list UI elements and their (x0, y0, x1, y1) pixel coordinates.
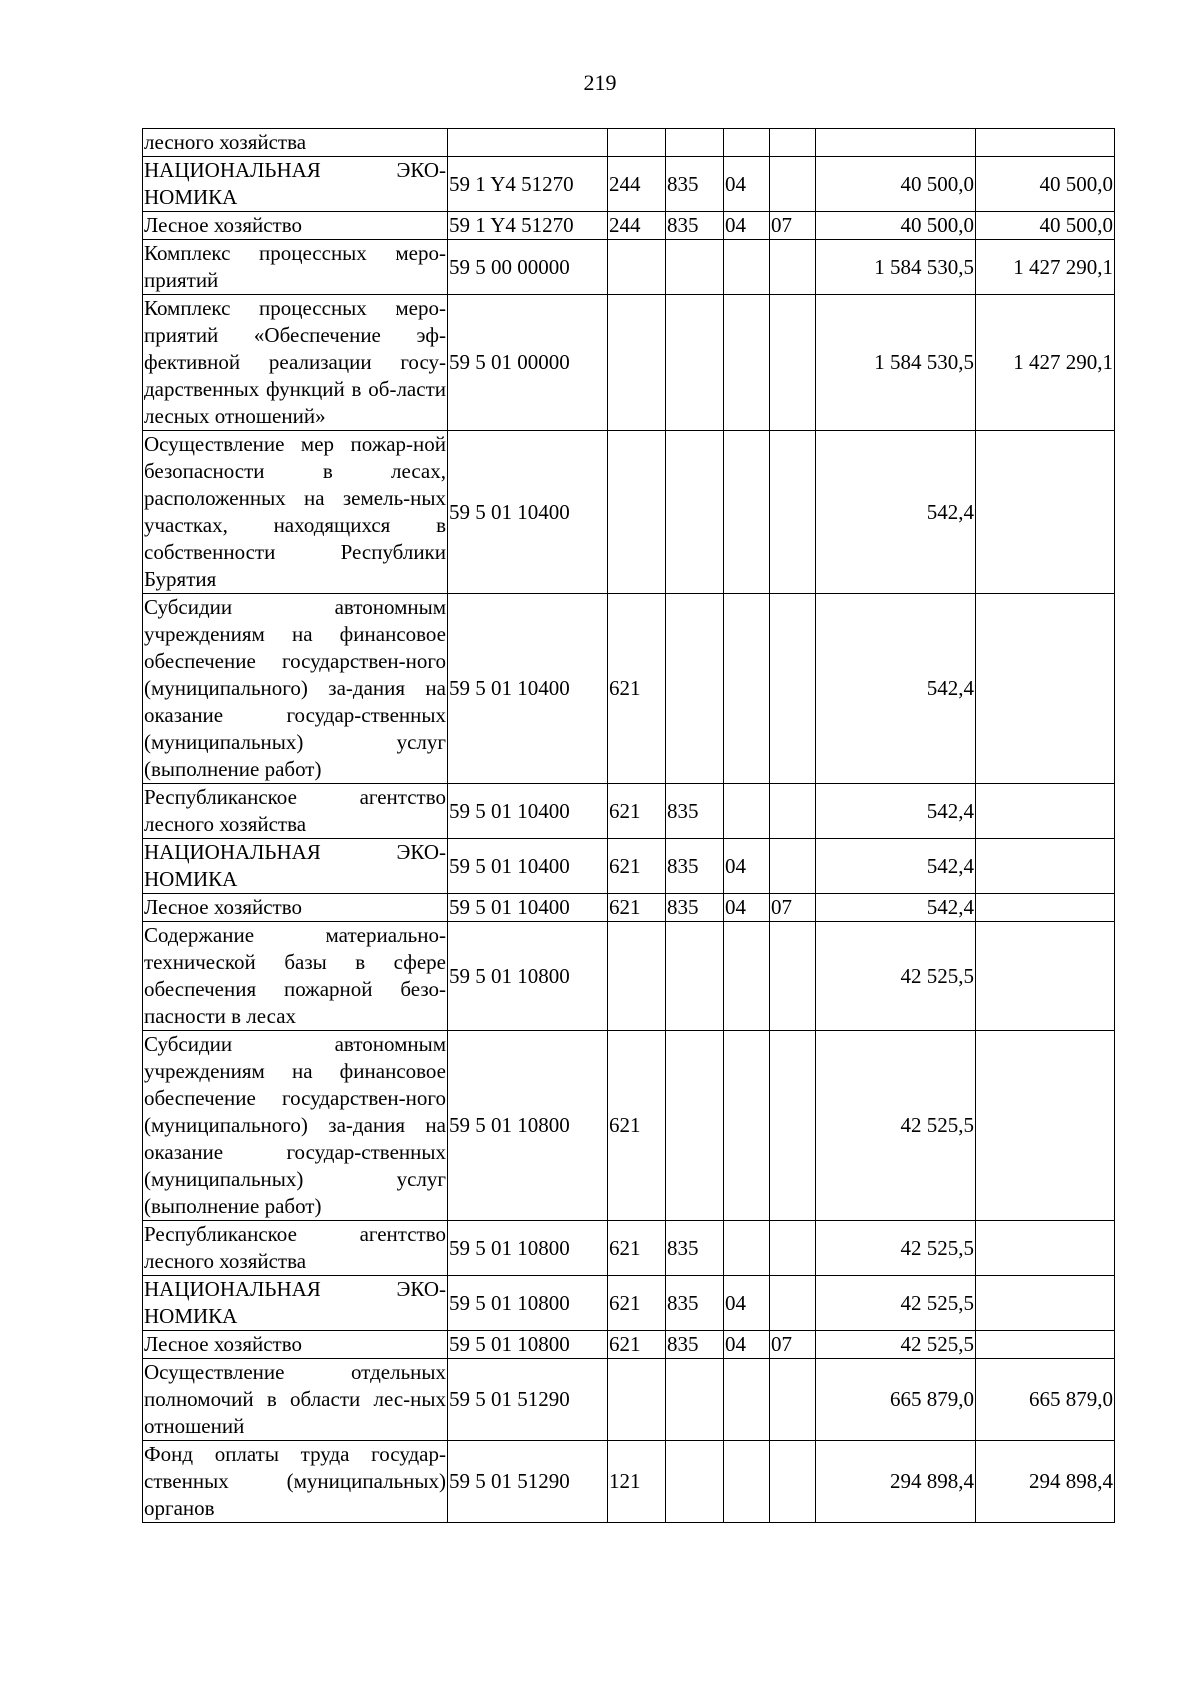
amount-year-2: 40 500,0 (976, 212, 1115, 240)
amount-year-1: 665 879,0 (816, 1359, 976, 1441)
table-row (143, 922, 1115, 1031)
table-row (143, 1276, 1115, 1331)
target-article-code: 59 5 01 00000 (448, 295, 608, 431)
amount-year-1: 542,4 (816, 839, 976, 894)
amount-year-1: 542,4 (816, 784, 976, 839)
expense-type (608, 129, 666, 157)
section-code (724, 1359, 770, 1441)
target-article-code: 59 1 Y4 51270 (448, 157, 608, 212)
table-row (143, 594, 1115, 784)
table-row (143, 431, 1115, 594)
amount-year-1: 42 525,5 (816, 1276, 976, 1331)
target-article-code: 59 5 01 10400 (448, 839, 608, 894)
expense-type: 621 (608, 839, 666, 894)
table-row (143, 1031, 1115, 1221)
section-code: 04 (724, 1331, 770, 1359)
amount-year-1: 542,4 (816, 894, 976, 922)
section-code: 04 (724, 839, 770, 894)
section-code (724, 784, 770, 839)
subsection-code: 07 (770, 212, 816, 240)
target-article-code: 59 5 01 51290 (448, 1441, 608, 1523)
amount-year-2 (976, 1031, 1115, 1221)
section-code (724, 1221, 770, 1276)
table-row (143, 1221, 1115, 1276)
expense-type: 621 (608, 1221, 666, 1276)
amount-year-2: 665 879,0 (976, 1359, 1115, 1441)
target-article-code: 59 5 00 00000 (448, 240, 608, 295)
amount-year-1: 42 525,5 (816, 1221, 976, 1276)
ministry-code: 835 (666, 212, 724, 240)
row-name: Субсидии автономным учреждениям на финансовое обеспечение государствен-ного (муниципального) за-дания на оказание государ-ственных (муниципальных) услуг (выполнение работ) (143, 594, 448, 784)
amount-year-1: 1 584 530,5 (816, 240, 976, 295)
row-name: Комплекс процессных меро-приятий «Обеспечение эф-фективной реализации госу-дарственных функций в об-ласти лесных отношений» (143, 295, 448, 431)
subsection-code (770, 1359, 816, 1441)
expense-type: 621 (608, 894, 666, 922)
subsection-code: 07 (770, 1331, 816, 1359)
expense-type: 121 (608, 1441, 666, 1523)
section-code: 04 (724, 157, 770, 212)
page-number: 219 (583, 70, 617, 95)
expense-type (608, 240, 666, 295)
target-article-code (448, 129, 608, 157)
expense-type (608, 295, 666, 431)
section-code (724, 240, 770, 295)
target-article-code: 59 5 01 10800 (448, 1031, 608, 1221)
ministry-code: 835 (666, 784, 724, 839)
target-article-code: 59 1 Y4 51270 (448, 212, 608, 240)
expense-type (608, 1359, 666, 1441)
subsection-code (770, 839, 816, 894)
amount-year-1: 40 500,0 (816, 212, 976, 240)
row-name: Осуществление отдельных полномочий в области лес-ных отношений (143, 1359, 448, 1441)
subsection-code (770, 1441, 816, 1523)
row-name: Фонд оплаты труда государ-ственных (муниципальных) органов (143, 1441, 448, 1523)
expense-type: 621 (608, 1331, 666, 1359)
row-name: Комплекс процессных меро-приятий (143, 240, 448, 295)
target-article-code: 59 5 01 10800 (448, 1221, 608, 1276)
subsection-code (770, 129, 816, 157)
amount-year-2: 1 427 290,1 (976, 295, 1115, 431)
expense-type: 621 (608, 1276, 666, 1331)
table-row (143, 1359, 1115, 1441)
row-name: Республиканское агентство лесного хозяйства (143, 1221, 448, 1276)
amount-year-1: 42 525,5 (816, 922, 976, 1031)
section-code: 04 (724, 212, 770, 240)
section-code (724, 1441, 770, 1523)
expense-type: 621 (608, 784, 666, 839)
amount-year-1: 40 500,0 (816, 157, 976, 212)
amount-year-2 (976, 839, 1115, 894)
amount-year-2 (976, 1221, 1115, 1276)
ministry-code: 835 (666, 1331, 724, 1359)
row-name: НАЦИОНАЛЬНАЯ ЭКО-НОМИКА (143, 1276, 448, 1331)
ministry-code: 835 (666, 839, 724, 894)
amount-year-2: 294 898,4 (976, 1441, 1115, 1523)
amount-year-1: 1 584 530,5 (816, 295, 976, 431)
amount-year-2 (976, 894, 1115, 922)
row-name: Республиканское агентство лесного хозяйства (143, 784, 448, 839)
amount-year-2 (976, 594, 1115, 784)
section-code (724, 295, 770, 431)
budget-table (142, 128, 1115, 1523)
section-code: 04 (724, 1276, 770, 1331)
expense-type (608, 431, 666, 594)
table-row (143, 157, 1115, 212)
subsection-code (770, 1031, 816, 1221)
target-article-code: 59 5 01 10400 (448, 784, 608, 839)
ministry-code (666, 240, 724, 295)
section-code (724, 431, 770, 594)
ministry-code (666, 594, 724, 784)
ministry-code (666, 922, 724, 1031)
amount-year-1: 294 898,4 (816, 1441, 976, 1523)
subsection-code (770, 295, 816, 431)
row-name: Лесное хозяйство (143, 212, 448, 240)
section-code (724, 1031, 770, 1221)
row-name: НАЦИОНАЛЬНАЯ ЭКО-НОМИКА (143, 839, 448, 894)
amount-year-2 (976, 431, 1115, 594)
amount-year-2: 40 500,0 (976, 157, 1115, 212)
expense-type: 244 (608, 212, 666, 240)
subsection-code (770, 1276, 816, 1331)
amount-year-1 (816, 129, 976, 157)
table-row (143, 295, 1115, 431)
expense-type: 621 (608, 1031, 666, 1221)
table-body (143, 129, 1115, 1523)
amount-year-1: 42 525,5 (816, 1331, 976, 1359)
amount-year-2 (976, 1276, 1115, 1331)
ministry-code: 835 (666, 157, 724, 212)
amount-year-2 (976, 784, 1115, 839)
target-article-code: 59 5 01 10400 (448, 431, 608, 594)
amount-year-1: 42 525,5 (816, 1031, 976, 1221)
table-row (143, 1331, 1115, 1359)
section-code (724, 922, 770, 1031)
target-article-code: 59 5 01 10800 (448, 922, 608, 1031)
row-name: Лесное хозяйство (143, 894, 448, 922)
ministry-code (666, 295, 724, 431)
ministry-code (666, 1359, 724, 1441)
expense-type (608, 922, 666, 1031)
ministry-code: 835 (666, 1221, 724, 1276)
amount-year-2 (976, 129, 1115, 157)
subsection-code (770, 240, 816, 295)
table-row (143, 212, 1115, 240)
subsection-code: 07 (770, 894, 816, 922)
amount-year-2 (976, 1331, 1115, 1359)
subsection-code (770, 922, 816, 1031)
amount-year-2: 1 427 290,1 (976, 240, 1115, 295)
ministry-code (666, 1031, 724, 1221)
expense-type: 244 (608, 157, 666, 212)
row-name: НАЦИОНАЛЬНАЯ ЭКО-НОМИКА (143, 157, 448, 212)
subsection-code (770, 594, 816, 784)
target-article-code: 59 5 01 51290 (448, 1359, 608, 1441)
subsection-code (770, 784, 816, 839)
expense-type: 621 (608, 594, 666, 784)
subsection-code (770, 1221, 816, 1276)
row-name: Лесное хозяйство (143, 1331, 448, 1359)
subsection-code (770, 431, 816, 594)
table-row (143, 784, 1115, 839)
table-row (143, 1441, 1115, 1523)
table-row (143, 839, 1115, 894)
section-code: 04 (724, 894, 770, 922)
target-article-code: 59 5 01 10400 (448, 594, 608, 784)
row-name: лесного хозяйства (143, 129, 448, 157)
ministry-code: 835 (666, 1276, 724, 1331)
subsection-code (770, 157, 816, 212)
target-article-code: 59 5 01 10400 (448, 894, 608, 922)
target-article-code: 59 5 01 10800 (448, 1331, 608, 1359)
table-row (143, 129, 1115, 157)
row-name: Осуществление мер пожар-ной безопасности в лесах, расположенных на земель-ных участках, находящихся в собственности Республики Бурятия (143, 431, 448, 594)
ministry-code (666, 1441, 724, 1523)
section-code (724, 594, 770, 784)
amount-year-1: 542,4 (816, 594, 976, 784)
row-name: Содержание материально-технической базы в сфере обеспечения пожарной безо-пасности в лесах (143, 922, 448, 1031)
target-article-code: 59 5 01 10800 (448, 1276, 608, 1331)
amount-year-1: 542,4 (816, 431, 976, 594)
ministry-code (666, 129, 724, 157)
ministry-code: 835 (666, 894, 724, 922)
table-row (143, 240, 1115, 295)
section-code (724, 129, 770, 157)
ministry-code (666, 431, 724, 594)
amount-year-2 (976, 922, 1115, 1031)
table-row (143, 894, 1115, 922)
row-name: Субсидии автономным учреждениям на финансовое обеспечение государствен-ного (муниципального) за-дания на оказание государ-ственных (муниципальных) услуг (выполнение работ) (143, 1031, 448, 1221)
